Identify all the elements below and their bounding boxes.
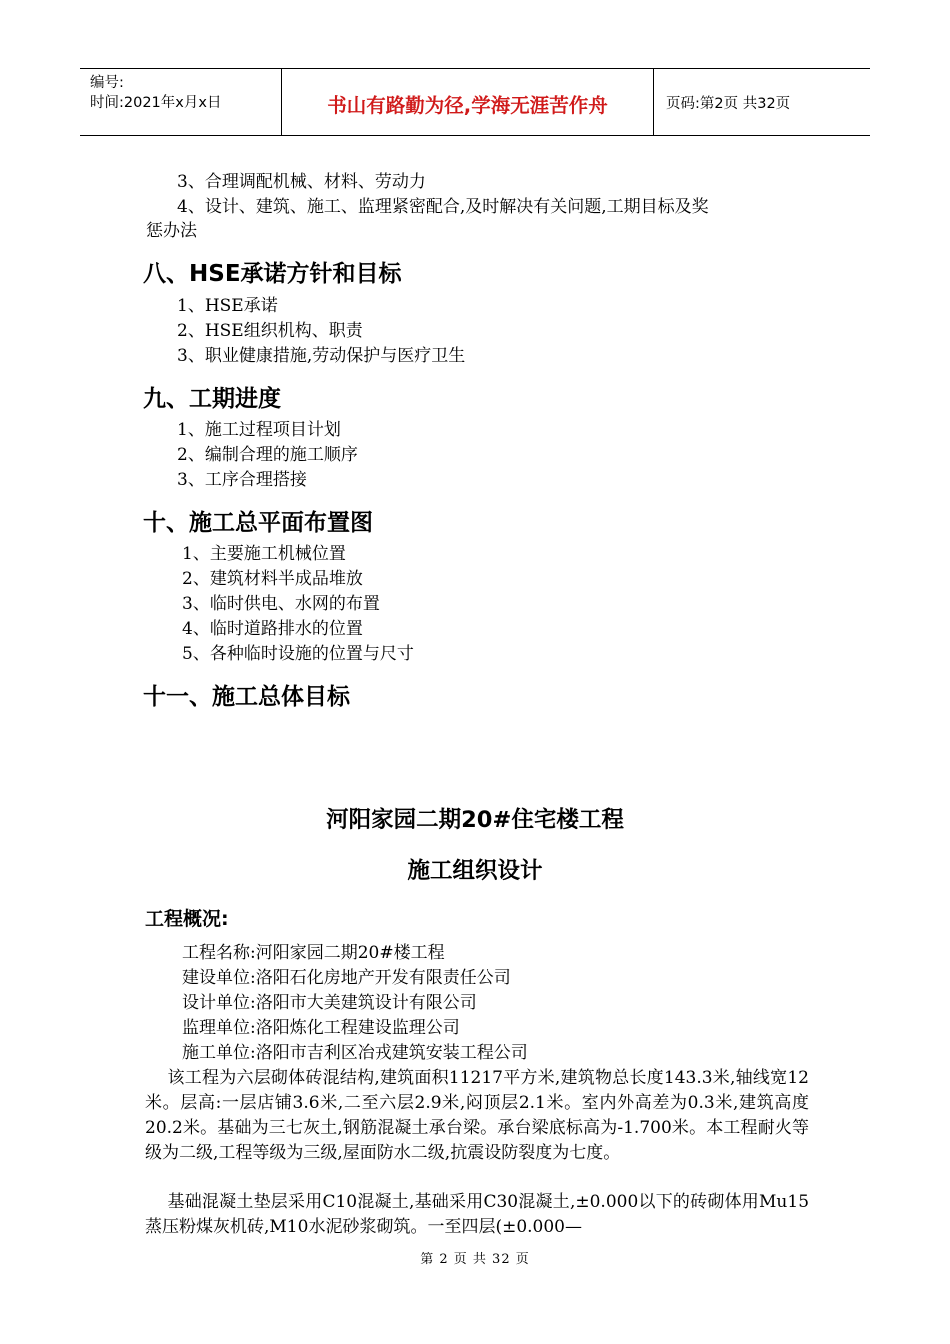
doc-title: 河阳家园二期20#住宅楼工程 [326,807,624,833]
list-item: 2、编制合理的施工顺序 [177,445,358,465]
list-item: 1、施工过程项目计划 [177,420,341,440]
number-label: 编号: [90,75,124,91]
time-label: 时间:2021年x月x日 [90,95,222,111]
section-heading: 十一、施工总体目标 [143,684,350,710]
list-item: 1、HSE承诺 [177,296,278,316]
overview-paragraph: 基础混凝土垫层采用C10混凝土,基础采用C30混凝土,±0.000以下的砖砌体用Mu15蒸压粉煤灰机砖,M10水泥砂浆砌筑。一至四层(±0.000— [145,1192,810,1237]
list-item: 3、合理调配机械、材料、劳动力 [177,172,426,192]
page-header [80,68,870,136]
list-item: 4、设计、建筑、施工、监理紧密配合,及时解决有关问题,工期目标及奖 [177,197,709,217]
supervisor-field: 监理单位:洛阳炼化工程建设监理公司 [182,1018,460,1038]
doc-subtitle: 施工组织设计 [407,858,543,884]
overview-paragraph: 该工程为六层砌体砖混结构,建筑面积11217平方米,建筑物总长度143.3米,轴线宽12米。层高:一层店铺3.6米,二至六层2.9米,闷顶层2.1米。室内外高差为0.3米,建筑高度20.2米。基础为三七灰土,钢筋混凝土承台梁。承台梁底标高为-1.700米。本工程耐火等级为二级,工程等级为三级,屋面防水二级,抗震设防裂度为七度。 [145,1068,809,1163]
page-footer: 第 2 页 共 32 页 [420,1252,530,1267]
list-item: 3、工序合理搭接 [177,470,307,490]
project-name-field: 工程名称:河阳家园二期20#楼工程 [182,943,445,963]
overview-heading: 工程概况: [145,908,229,930]
section-heading: 八、HSE承诺方针和目标 [143,261,402,287]
list-item: 2、建筑材料半成品堆放 [182,569,363,589]
header-motto: 书山有路勤为径,学海无涯苦作舟 [282,69,654,135]
designer-field: 设计单位:洛阳市大美建筑设计有限公司 [182,993,477,1013]
header-page-label: 页码:第2页 共32页 [666,95,791,112]
list-item: 3、临时供电、水网的布置 [182,594,380,614]
section-heading: 九、工期进度 [143,386,281,412]
list-item: 5、各种临时设施的位置与尺寸 [182,644,414,664]
list-item: 1、主要施工机械位置 [182,544,346,564]
list-item: 4、临时道路排水的位置 [182,619,363,639]
client-field: 建设单位:洛阳石化房地产开发有限责任公司 [182,968,511,988]
list-item: 3、职业健康措施,劳动保护与医疗卫生 [177,346,466,366]
section-heading: 十、施工总平面布置图 [143,510,373,536]
header-meta [80,69,282,135]
list-item: 惩办法 [146,221,197,241]
contractor-field: 施工单位:洛阳市吉利区冶戎建筑安装工程公司 [182,1043,528,1063]
list-item: 2、HSE组织机构、职责 [177,321,363,341]
